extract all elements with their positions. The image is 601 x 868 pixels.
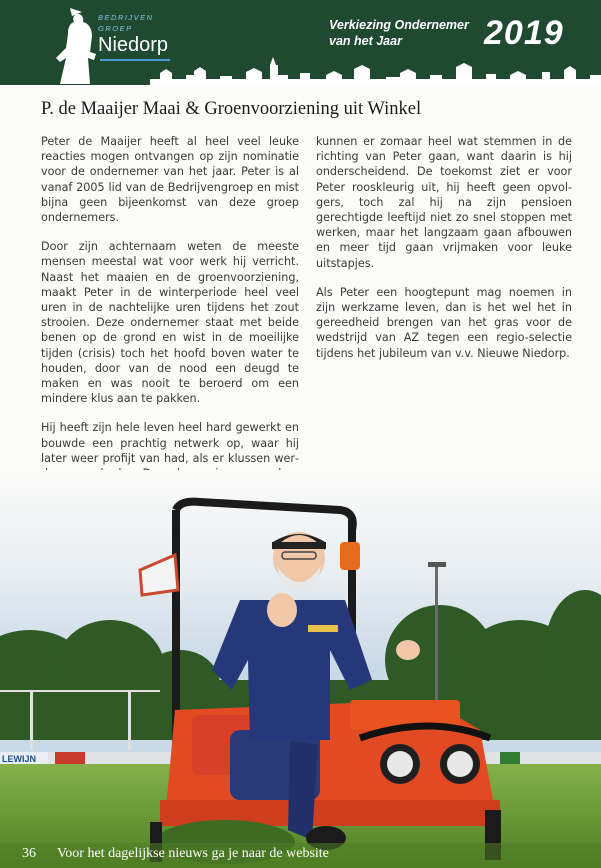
page-header (0, 0, 601, 85)
village-skyline-silhouette (150, 55, 601, 85)
advertising-board-text: LEWIJN (2, 754, 37, 764)
contest-title-line-1: Verkiezing Ondernemer (329, 18, 469, 32)
logo-small-text (98, 12, 154, 34)
contest-title-line-2: van het Jaar (329, 33, 402, 48)
article-paragraph: Door zijn achternaam weten de meeste mensen meestal wat voor werk hij verricht. Naast het maaien en de groenvoorziening, maakt Peter in de winterperiode heel veel uren in de nachtelijke uren tijdens het zout strooien. Deze ondernemer staat met beide benen op de grond en wist in de moeilijke tijden (crisis) toch het hoofd boven water te houden, door van de nood een deugd te maken en was nooit te beroerd om een mindere klus aan te pakken. (41, 240, 299, 406)
logo-wordmark: Niedorp (98, 34, 169, 56)
contest-year: 2019 (484, 14, 564, 52)
article-paragraph: Hij heeft zijn hele leven heel hard gewerkt en bouwde een prachtig netwerk op, waar hij later weer profijt van had, als er klussen wer (41, 421, 299, 465)
logo-small-line-1: BEDRIJVEN (98, 13, 154, 22)
article-paragraph: kunnen er zomaar heel wat stemmen in de richting van Peter gaan, want daarin is hij onderscheidend. De toekomst ziet er voor Peter rooskleurig uit, hij heeft geen opvolgers, toch zal hij na zijn pensioen gerechtigde leeftijd niet zo snel stoppen met werken, maar het langzaam gaan afbouwen en meer tijd gaan vrijmaken voor leuke uitstapjes. (316, 135, 572, 270)
photo-man-on-mower (0, 470, 601, 868)
logo-underline (100, 59, 170, 61)
article-paragraph: Als Peter een hoogtepunt mag noemen in zijn werkzame leven, dan is het wel het in gereedheid brengen van het gras voor de wedstrijd van AZ tegen een regio-selectie tijdens het jubileum van v.v. Nieuwe Niedorp. (316, 285, 572, 360)
page-number: 36 (22, 846, 36, 861)
logo-small-line-2: GROEP (98, 24, 133, 33)
footer-slogan: Voor het dagelijkse nieuws ga je naar de website (57, 846, 329, 861)
article-column-2 (316, 134, 572, 375)
contest-title (329, 18, 489, 49)
logo-figure-icon (52, 8, 104, 84)
article-column-1 (41, 134, 299, 495)
article-title: P. de Maaijer Maai & Groenvoorziening uit Winkel (41, 99, 422, 119)
article-paragraph: Peter de Maaijer heeft al heel veel leuke reacties mogen ontvangen op zijn nominatie voor de ondernemer van het jaar. Peter is al vanaf 2005 lid van de Bedrijvengroep en mist bijna geen bijeenkomst van deze groep ondernemers. (41, 135, 299, 225)
